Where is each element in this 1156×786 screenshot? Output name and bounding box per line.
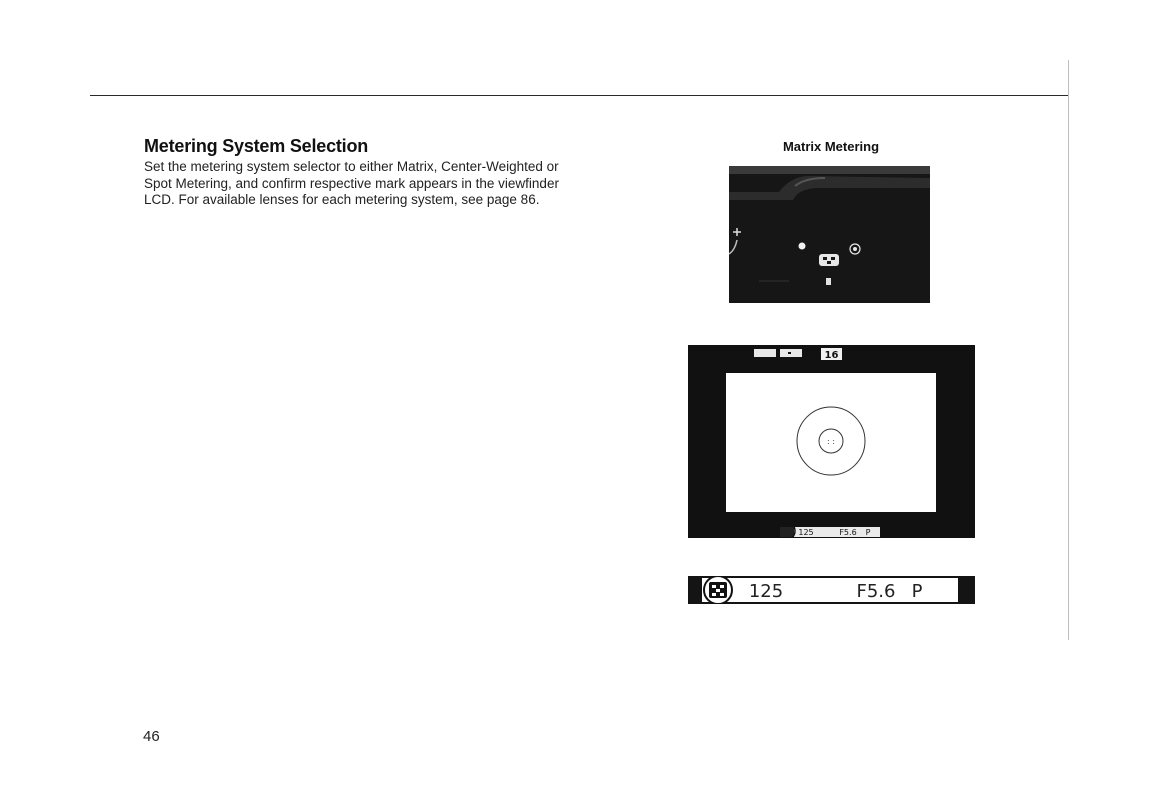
matrix-metering-icon bbox=[709, 582, 727, 598]
section-body-text: Set the metering system selector to either Matrix, Center-Weighted or Spot Metering, and confirm respective mark appears in the viewfinder LCD. For available lenses for each metering system, see page 86. bbox=[144, 159, 559, 207]
viewfinder-bottom-aperture: F5.6 bbox=[839, 528, 857, 537]
header-rule bbox=[90, 95, 1068, 96]
page-edge-rule bbox=[1068, 60, 1069, 640]
lcd-aperture: F5.6 bbox=[856, 581, 896, 602]
lcd-shutter: 125 bbox=[748, 581, 784, 602]
viewfinder-illustration bbox=[688, 345, 975, 538]
viewfinder-bottom-mode: P bbox=[865, 528, 871, 537]
lcd-illustration bbox=[688, 576, 975, 604]
lcd-mode: P bbox=[911, 581, 923, 602]
viewfinder-top-indicator: 16 bbox=[824, 350, 839, 361]
camera-selector-photo bbox=[729, 166, 930, 303]
lcd-readout bbox=[688, 576, 975, 604]
section-heading: Metering System Selection bbox=[144, 136, 369, 156]
viewfinder-diagram bbox=[688, 345, 975, 538]
svg-text:: :: : : bbox=[827, 437, 835, 446]
viewfinder-bottom-shutter: 125 bbox=[798, 528, 814, 537]
page-number: 46 bbox=[143, 728, 160, 745]
camera-selector-illustration bbox=[729, 166, 930, 303]
metering-section bbox=[144, 136, 574, 209]
figure-title: Matrix Metering bbox=[782, 139, 880, 154]
